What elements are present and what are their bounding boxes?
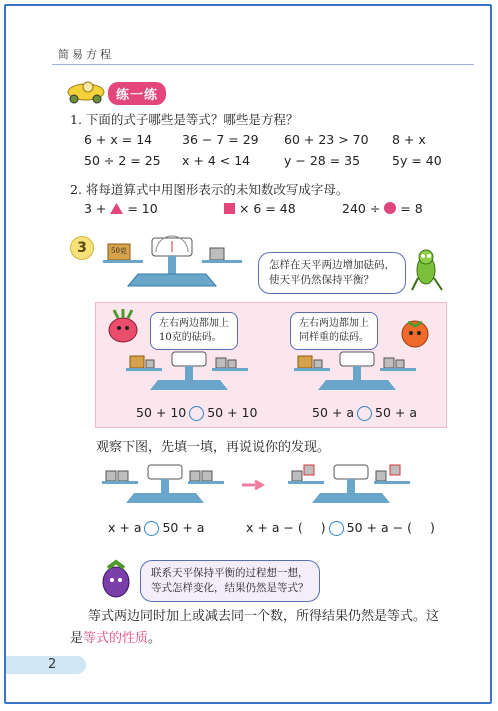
eggplant-mascot-icon (96, 556, 136, 600)
q1-item: x + 4 < 14 (182, 153, 251, 168)
speech-line: 左右两边都加上 (159, 318, 229, 329)
practice-badge: 练一练 (108, 82, 166, 105)
after-equation: x + a − ( ) 50 + a − ( ) (246, 520, 435, 535)
conclusion-line-1: 等式两边同时加上或减去同一个数，所得结果仍然是等式。这 (88, 609, 440, 624)
example-number-badge: 3 (70, 236, 94, 260)
tomato-mascot-icon (396, 314, 434, 350)
left-panel-speech (150, 312, 238, 350)
answer-circle[interactable] (329, 521, 344, 536)
q1-item: 5y = 40 (392, 153, 442, 168)
speech-line: 10克的砝码。 (159, 332, 222, 343)
weight-label: 50克 (111, 247, 127, 255)
q1-item: y − 28 = 35 (284, 153, 361, 168)
before-equation: x + a 50 + a (108, 520, 205, 535)
balance-scale-before (100, 463, 230, 505)
left-panel-equation: 50 + 10 50 + 10 (136, 405, 258, 420)
speech-line: 左右两边都加上 (299, 318, 369, 329)
balance-scale-left (124, 350, 254, 392)
answer-circle[interactable] (144, 521, 159, 536)
circle-icon (384, 202, 396, 214)
conclusion-line-2: 是等式的性质。 (70, 631, 162, 646)
hint-speech-bubble (140, 560, 320, 602)
observe-instruction: 观察下图，先填一填，再说说你的发现。 (96, 440, 331, 455)
triangle-icon (110, 203, 123, 214)
arrow-right-icon (242, 480, 266, 490)
q1-item: 6 + x = 14 (84, 132, 153, 147)
square-icon (224, 203, 235, 214)
key-term: 等式的性质 (83, 631, 149, 646)
q1-item: 36 − 7 = 29 (182, 132, 259, 147)
mascot-car-icon (64, 78, 108, 104)
question-speech-bubble (258, 252, 406, 294)
grasshopper-mascot-icon (408, 248, 444, 294)
page-number-tab (6, 656, 86, 674)
speech-line: 等式怎样变化，结果仍然是等式？ (151, 582, 309, 594)
right-panel-speech (290, 312, 378, 350)
q1-item: 60 + 23 > 70 (284, 132, 369, 147)
speech-line: 联系天平保持平衡的过程想一想， (151, 567, 309, 579)
speech-line: 怎样在天平两边增加砝码， (269, 259, 395, 271)
page-number: 2 (48, 657, 57, 672)
q1-item: 50 ÷ 2 = 25 (84, 153, 161, 168)
answer-circle[interactable] (189, 406, 204, 421)
balance-scale-after (286, 463, 416, 505)
q1-item: 8 + x (392, 132, 426, 147)
radish-mascot-icon (104, 308, 142, 344)
question-2-title: 2. 将每道算式中用图形表示的未知数改写成字母。 (70, 182, 349, 197)
q2-item-circle: 240 ÷ = 8 (342, 201, 423, 216)
q2-item-square: × 6 = 48 (224, 201, 296, 216)
q2-item-triangle: 3 + = 10 (84, 201, 158, 216)
balance-scale-illustration (98, 232, 248, 290)
speech-line: 同样重的砝码。 (299, 332, 369, 343)
answer-circle[interactable] (357, 406, 372, 421)
speech-line: 使天平仍然保持平衡？ (269, 274, 374, 286)
question-1-title: 1. 下面的式子哪些是等式？哪些是方程？ (70, 112, 299, 127)
balance-scale-right (292, 350, 422, 392)
header-divider (52, 64, 474, 65)
page-header-title: 简易方程 (58, 48, 114, 61)
right-panel-equation: 50 + a 50 + a (312, 405, 417, 420)
